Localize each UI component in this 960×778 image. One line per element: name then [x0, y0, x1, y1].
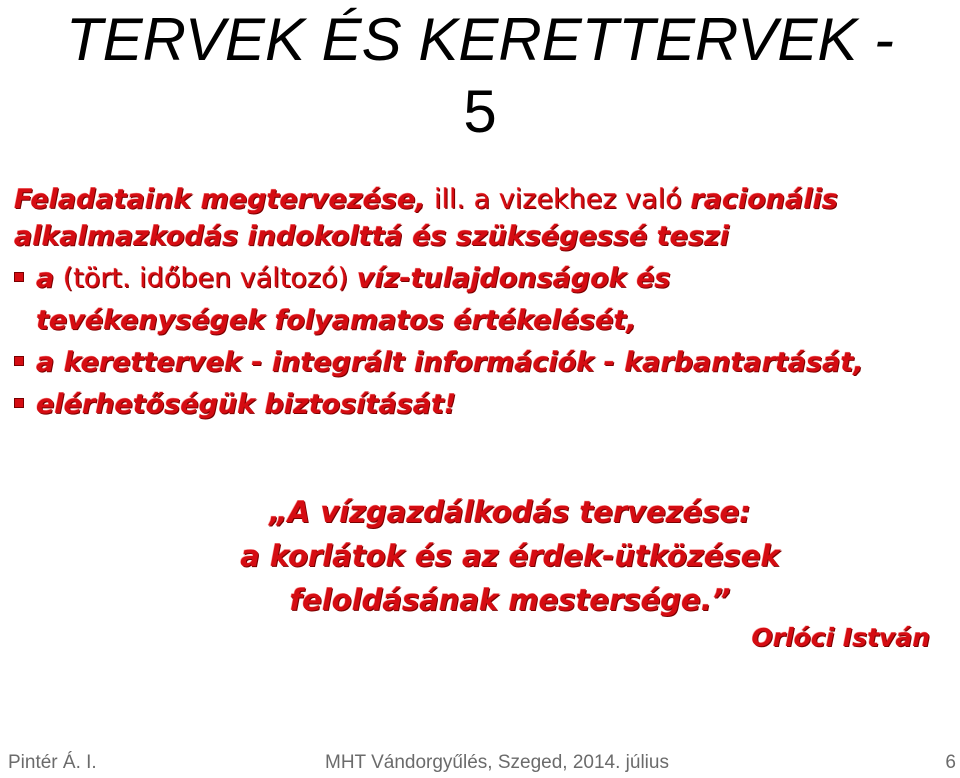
bullet-text: a kerettervek - integrált információk - karbantartását, — [36, 347, 864, 378]
bullet-square-icon — [14, 272, 24, 282]
intro-normal: ill. a vizekhez való — [425, 184, 691, 215]
bullet-text-cont: tevékenységek folyamatos értékelését, — [36, 305, 637, 336]
footer-author: Pintér Á. I. — [8, 752, 97, 773]
bullet-text-a: a — [36, 263, 55, 294]
slide-footer — [0, 752, 960, 776]
quote-line-2: a korlátok és az érdek-ütközések — [240, 539, 780, 573]
bullet-item — [14, 342, 954, 384]
bullet-item — [14, 258, 954, 342]
quote-line-1: „A vízgazdálkodás tervezése: — [269, 495, 751, 529]
bullet-text-bold: víz-tulajdonságok és — [356, 263, 671, 294]
bullet-square-icon — [14, 398, 24, 408]
bullet-text: elérhetőségük biztosítását! — [36, 389, 457, 420]
intro-line-2: alkalmazkodás indokolttá és szükségessé teszi — [14, 221, 729, 252]
footer-event: MHT Vándorgyűlés, Szeged, 2014. július — [325, 752, 669, 773]
title-line-2: 5 — [463, 78, 497, 145]
quote-line-3: feloldásának mestersége.” — [289, 583, 731, 617]
quote-block — [200, 490, 820, 622]
slide-title — [0, 4, 960, 148]
intro-bold-2: racionális — [690, 184, 838, 215]
quote-author: Orlóci István — [751, 623, 930, 652]
intro-line-1 — [14, 181, 954, 218]
bullet-square-icon — [14, 356, 24, 366]
intro-text — [14, 181, 954, 255]
bullet-text-mid: (tört. időben változó) — [54, 263, 357, 294]
bullet-item — [14, 384, 954, 426]
bullet-list — [14, 258, 954, 426]
intro-bold-1: Feladataink megtervezése, — [14, 184, 426, 215]
title-line-1: TERVEK ÉS KERETTERVEK - — [65, 6, 895, 73]
footer-page-number: 6 — [945, 752, 956, 773]
